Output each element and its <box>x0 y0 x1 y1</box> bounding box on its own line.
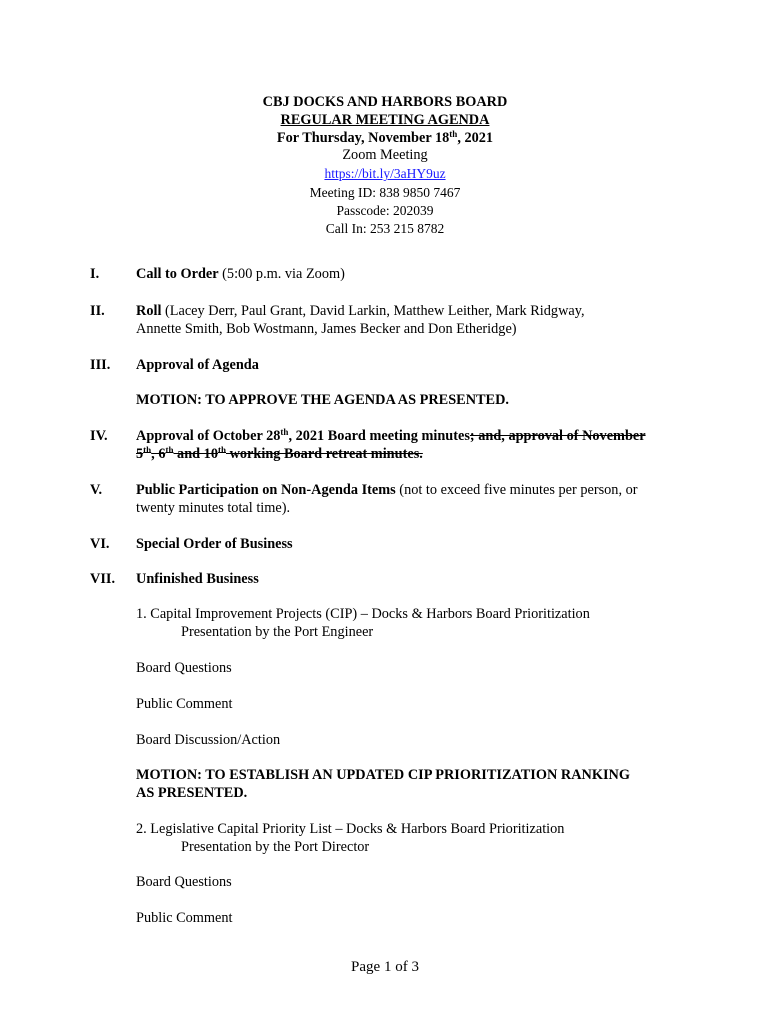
meeting-id: Meeting ID: 838 9850 7467 <box>309 184 461 200</box>
item-detail: (Lacey Derr, Paul Grant, David Larkin, Matthew Leither, Mark Ridgway, <box>161 303 585 319</box>
motion-text: MOTION: TO APPROVE THE AGENDA AS PRESENTED. <box>136 392 509 408</box>
agenda-title: REGULAR MEETING AGENDA <box>280 111 490 128</box>
item-title: Public Participation on Non-Agenda Items <box>136 482 396 498</box>
meeting-type: Zoom Meeting <box>342 147 428 164</box>
subitem-presenter: Presentation by the Port Director <box>181 839 370 855</box>
item-title: Unfinished Business <box>136 571 259 587</box>
board-discussion-1: Board Discussion/Action <box>136 732 281 748</box>
struck-text-continued: 5th, 6th and 10th working Board retreat minutes. <box>136 445 423 462</box>
meeting-date: For Thursday, November 18th, 2021 <box>276 128 494 146</box>
item-number: I. <box>90 266 100 282</box>
passcode: Passcode: 202039 <box>336 202 434 218</box>
item-detail: (5:00 p.m. via Zoom) <box>218 266 345 282</box>
public-comment-2: Public Comment <box>136 910 233 926</box>
zoom-link[interactable]: https://bit.ly/3aHY9uz <box>324 166 446 182</box>
board-questions-1: Board Questions <box>136 660 232 676</box>
item-number: VI. <box>90 536 110 552</box>
item-number: VII. <box>90 571 116 587</box>
item-detail-continued: twenty minutes total time). <box>136 500 291 516</box>
item-number: III. <box>90 357 111 373</box>
public-comment-1: Public Comment <box>136 696 233 712</box>
motion-text: MOTION: TO ESTABLISH AN UPDATED CIP PRIORITIZATION RANKING <box>136 767 630 783</box>
board-questions-2: Board Questions <box>136 874 232 890</box>
item-title: Approval of October 28th, 2021 Board meeting minutes; and, approval of November 5th, 6th and 10th working Board retreat minutes. <box>136 427 696 463</box>
item-number: II. <box>90 303 105 319</box>
item-title: Approval of Agenda <box>136 357 259 373</box>
item-title: Call to Order <box>136 266 219 282</box>
item-number: V. <box>90 482 103 498</box>
struck-text: ; and, approval of November <box>469 428 646 444</box>
subitem-presenter: Presentation by the Port Engineer <box>181 624 374 640</box>
item-title: Roll <box>136 303 162 319</box>
item-title: Special Order of Business <box>136 536 293 552</box>
item-number: IV. <box>90 428 108 444</box>
item-detail: (not to exceed five minutes per person, or <box>395 482 638 498</box>
page-number: Page 1 of 3 <box>351 959 419 975</box>
motion-text-continued: AS PRESENTED. <box>136 785 248 801</box>
subitem-title: 1. Capital Improvement Projects (CIP) – Docks & Harbors Board Prioritization <box>136 606 590 622</box>
board-name: CBJ DOCKS AND HARBORS BOARD <box>262 94 508 110</box>
agenda-header <box>0 94 770 237</box>
call-in: Call In: 253 215 8782 <box>325 220 445 236</box>
item-detail-continued: Annette Smith, Bob Wostmann, James Becker and Don Etheridge) <box>136 321 517 337</box>
subitem-title: 2. Legislative Capital Priority List – Docks & Harbors Board Prioritization <box>136 821 565 837</box>
